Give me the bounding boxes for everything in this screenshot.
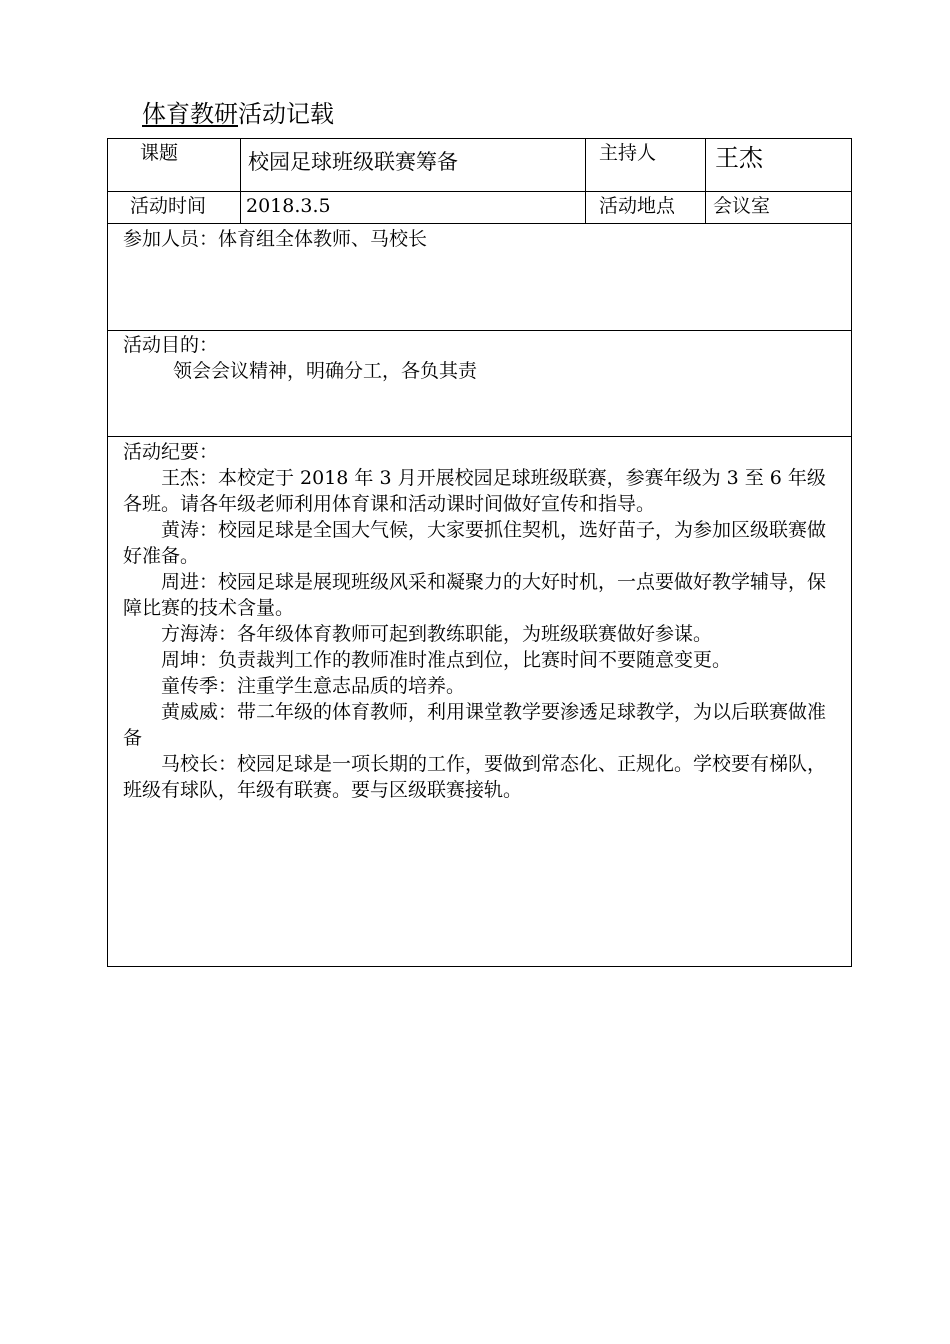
purpose-text: 领会会议精神，明确分工，各负其责 [173,360,478,382]
place-value: 会议室 [713,195,771,217]
participants-section [123,226,839,252]
place-label: 活动地点 [599,195,676,217]
host-label: 主持人 [599,142,657,164]
time-value: 2018.3.5 [246,195,331,217]
minutes-item: 王杰：本校定于 2018 年 3 月开展校园足球班级联赛，参赛年级为 3 至 6 年级各班。请各年级老师利用体育课和活动课时间做好宣传和指导。 [123,467,826,515]
title-underlined: 体育教研 [142,100,238,128]
minutes-label: 活动纪要： [123,441,219,463]
host-value: 王杰 [715,144,763,172]
minutes-section [123,439,839,803]
topic-value: 校园足球班级联赛筹备 [248,150,458,174]
row-divider [108,436,851,437]
column-divider [585,139,586,224]
minutes-item: 周进：校园足球是展现班级风采和凝聚力的大好时机，一点要做好教学辅导，保障比赛的技术含量。 [123,571,827,619]
time-label: 活动时间 [130,195,207,217]
column-divider [240,139,241,224]
document-title [142,98,334,130]
minutes-item: 马校长：校园足球是一项长期的工作，要做到常态化、正规化。学校要有梯队，班级有球队，年级有联赛。要与区级联赛接轨。 [123,753,827,801]
topic-label: 课题 [140,142,179,164]
title-rest: 活动记载 [238,100,334,128]
purpose-section [123,332,839,384]
minutes-item: 周坤：负责裁判工作的教师准时准点到位，比赛时间不要随意变更。 [161,649,732,671]
minutes-item: 方海涛：各年级体育教师可起到教练职能，为班级联赛做好参谋。 [161,623,713,645]
minutes-item: 童传季：注重学生意志品质的培养。 [161,675,466,697]
activity-record-table [107,138,852,967]
row-divider [108,191,851,192]
row-divider [108,330,851,331]
column-divider [705,139,706,224]
minutes-item: 黄威威：带二年级的体育教师，利用课堂教学要渗透足球教学，为以后联赛做准备 [123,701,827,749]
row-divider [108,223,851,224]
purpose-label: 活动目的： [123,334,219,356]
minutes-item: 黄涛：校园足球是全国大气候，大家要抓住契机，选好苗子，为参加区级联赛做好准备。 [123,519,827,567]
participants-text: 参加人员：体育组全体教师、马校长 [123,228,428,250]
